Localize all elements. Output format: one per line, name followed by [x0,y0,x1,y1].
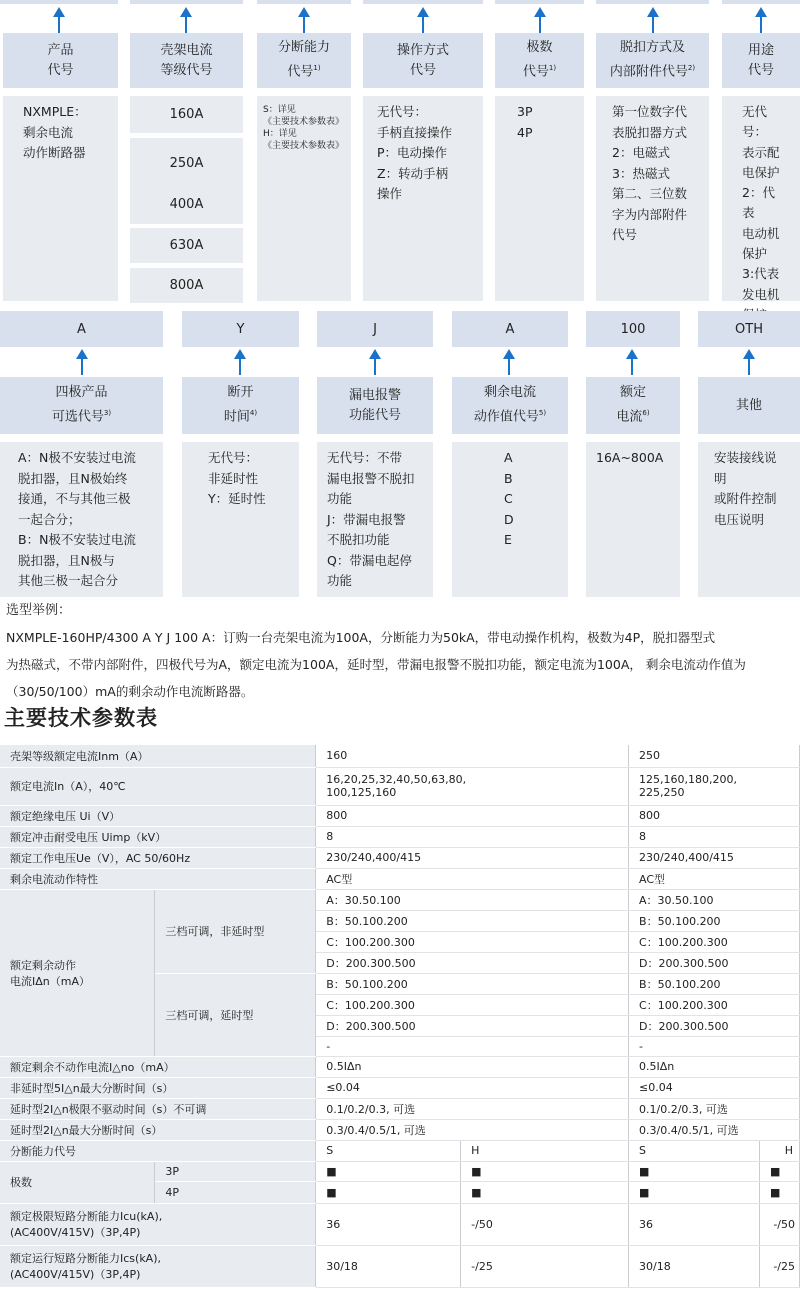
header-operation [363,33,483,88]
desc-line: 第一位数字代 [612,104,688,119]
header-line: 壳架电流 [160,42,213,58]
desc-line: 手柄直接操作 [377,124,453,140]
check-mark-icon: ■ [461,1181,629,1203]
desc-line: 2：电磁式 [612,145,670,160]
footnote-mark: 3) [103,409,112,418]
spec-value: ≤0.04 [629,1077,800,1098]
header-alarm [317,377,433,434]
spec-value: 0.3/0.4/0.5/1, 可选 [316,1119,629,1140]
desc-line: 电保护 [742,164,780,180]
check-mark-icon: ■ [759,1181,799,1203]
header-line: 动作值代号 [473,409,539,425]
check-mark-icon: ■ [759,1161,799,1181]
header-line: 代号 [747,62,774,78]
desc-line: H：详见 [263,129,297,139]
spec-value: S [629,1140,760,1161]
desc-line: 一起合分； [18,511,81,527]
header-line: 用途 [747,42,774,58]
header-line: 剩余电流 [483,385,536,401]
spec-value: 230/240,400/415 [316,847,629,868]
example-title: 选型举例： [6,603,72,618]
spec-label: 剩余电流动作特性 [0,868,316,889]
header-breaking-capacity [257,33,351,88]
alarm-desc [317,442,433,597]
spec-label: 额定绝缘电压 Ui（V） [0,805,316,826]
header-line: 时间 [223,409,250,425]
code-four-pole: A [0,311,163,347]
header-line: 极数 [526,40,553,56]
header-line: 分断能力 [277,40,330,56]
footnote-mark: 4) [249,409,258,418]
rated-current-desc [586,442,680,597]
code-break-time: Y [182,311,299,347]
spec-value: D：200.300.500 [629,952,800,973]
spec-value: B：50.100.200 [629,910,800,931]
spec-label-line: 电流IΔn（mA） [10,974,90,988]
spec-label: 延时型2I△n极限不驱动时间（s）不可调 [0,1098,316,1119]
code-rated-current: 100 [586,311,680,347]
desc-line: 3:代表 [742,266,780,282]
desc-line: 16A~800A [596,450,664,465]
spec-label: 额定工作电压Ue（V），AC 50/60Hz [0,847,316,868]
residual-desc [452,442,568,597]
spec-label: 额定电流In（A），40℃ [0,767,316,805]
arrow-up-icon [755,7,767,36]
spec-table [0,745,800,1288]
desc-line: 漏电报警不脱扣 [327,470,415,486]
spec-value: ≤0.04 [316,1077,629,1098]
spec-value: B：50.100.200 [316,973,629,994]
desc-line: 动作断路器 [23,145,86,160]
frame-current-option: 800A [130,268,243,303]
spec-value: 230/240,400/415 [629,847,800,868]
spec-value: H [461,1140,629,1161]
arrow-up-icon [534,7,546,36]
breaking-desc [257,96,351,301]
spec-sublabel: 4P [155,1181,316,1203]
example-line: （30/50/100）mA的剩余动作电流断路器。 [6,684,254,699]
header-frame-current [130,33,243,88]
arrow-up-icon [626,349,638,375]
code-residual: A [452,311,568,347]
arrow-up-icon [417,7,429,36]
desc-line: 表示配 [742,144,780,160]
spec-value: -/25 [759,1245,799,1287]
arrow-up-icon [234,349,246,375]
desc-line: A：N极不安装过电流 [18,450,136,465]
header-line: 四极产品 [55,385,108,401]
arrow-up-icon [503,349,515,375]
desc-line: 剩余电流 [23,124,74,140]
spec-value: A：30.50.100 [629,889,800,910]
footnote-mark: 5) [538,409,547,418]
spec-value: D：200.300.500 [629,1015,800,1036]
operation-desc [363,96,483,301]
four-pole-desc [0,442,163,597]
desc-line: 非延时性 [208,470,259,486]
spec-value: 8 [316,826,629,847]
spec-value: B：50.100.200 [629,973,800,994]
desc-line: 《主要技术参数表》 [263,141,345,151]
spec-value: 800 [629,805,800,826]
spec-value: 160 [316,745,629,767]
desc-line: 电动机 [742,225,780,241]
spec-value: -/50 [461,1203,629,1245]
check-mark-icon: ■ [629,1181,760,1203]
poles-desc [495,96,584,301]
desc-line: 接通，不与其他三极 [18,491,131,506]
spec-value: H [759,1140,799,1161]
desc-line: P：电动操作 [377,145,448,160]
header-line: 代号 [409,62,436,78]
example-paragraph [6,624,800,705]
desc-line: E [504,532,512,547]
header-line: 产品 [47,42,74,58]
desc-line: 保护 [742,246,768,262]
header-four-pole [0,377,163,434]
footnote-mark: 1) [313,64,321,73]
spec-value: 0.1/0.2/0.3, 可选 [316,1098,629,1119]
header-line: 代号 [47,62,74,78]
spec-value: 0.1/0.2/0.3, 可选 [629,1098,800,1119]
desc-line: S：详见 [263,105,296,115]
spec-value-line: 225,250 [639,786,685,799]
desc-line: 2：代表 [742,185,775,221]
spec-label [0,1203,316,1245]
header-line: 代号 [522,64,549,80]
spec-label [0,1245,316,1287]
footnote-mark: 1) [548,64,557,73]
spec-value: 0.5IΔn [316,1056,629,1077]
desc-line: 无代号：不带 [327,450,403,465]
header-line: 功能代号 [348,407,401,423]
spec-value: C：100.200.300 [316,931,629,952]
check-mark-icon: ■ [461,1161,629,1181]
spec-value: 36 [629,1203,760,1245]
desc-line: 功能 [327,573,353,588]
desc-line: 电压说明 [714,511,765,527]
spec-value: S [316,1140,461,1161]
desc-line: D [504,511,514,527]
spec-value: C：100.200.300 [316,994,629,1015]
code-other: OTH [698,311,800,347]
spec-value: 800 [316,805,629,826]
arrow-up-icon [180,7,192,36]
arrow-up-icon [53,7,65,36]
spec-label-line: 额定极限短路分断能力Icu(kA), [10,1210,163,1223]
spec-value: 30/18 [316,1245,461,1287]
spec-label: 延时型2I△n最大分断时间（s） [0,1119,316,1140]
trip-desc [596,96,709,301]
frame-current-option: 400A [130,186,243,224]
spec-value: 30/18 [629,1245,760,1287]
spec-value: D：200.300.500 [316,952,629,973]
spec-value: C：100.200.300 [629,931,800,952]
header-line: 操作方式 [396,42,449,58]
frame-current-option: 160A [130,96,243,133]
desc-line: 第二、三位数 [612,186,688,201]
header-trip-mode [596,33,709,88]
frame-current-option: 250A [130,138,243,190]
arrow-up-icon [743,349,755,375]
spec-value-line: 16,20,25,32,40,50,63,80, [326,773,467,786]
desc-line: 3：热磁式 [612,165,670,181]
code-alarm: J [317,311,433,347]
desc-line: J：带漏电报警 [327,511,406,527]
arrow-up-icon [647,7,659,36]
example-line: 为热磁式，不带内部附件，四极代号为A，额定电流为100A，延时型，带漏电报警不脱扣功能，额定电流为100A， 剩余电流动作值为 [6,657,746,672]
desc-line: 功能 [327,491,353,506]
spec-label: 分断能力代号 [0,1140,316,1161]
spec-value: -/25 [461,1245,629,1287]
spec-value: 0.5IΔn [629,1056,800,1077]
spec-value: 0.3/0.4/0.5/1, 可选 [629,1119,800,1140]
desc-line: 无代号： [377,104,428,119]
spec-value: C：100.200.300 [629,994,800,1015]
frame-current-option: 630A [130,228,243,263]
desc-line: A [504,450,513,465]
spec-label: 额定冲击耐受电压 Uimp（kV） [0,826,316,847]
spec-label: 额定剩余不动作电流I△no（mA） [0,1056,316,1077]
header-line: 其他 [735,397,762,413]
header-rated-current [586,377,680,434]
desc-line: C [504,491,513,506]
arrow-up-icon [76,349,88,375]
desc-line: 其他三极一起合分 [18,573,119,588]
spec-value: - [316,1036,629,1056]
spec-label-line: 额定运行短路分断能力Ics(kA), [10,1252,161,1265]
desc-line: 不脱扣功能 [327,532,390,547]
desc-line: 操作 [377,186,403,201]
header-line: 等级代号 [160,62,213,78]
spec-value: -/50 [759,1203,799,1245]
spec-value: AC型 [316,868,629,889]
check-mark-icon: ■ [316,1181,461,1203]
spec-sublabel: 3P [155,1161,316,1181]
spec-label: 极数 [0,1161,155,1203]
spec-label-line: 额定剩余动作 [10,958,76,972]
arrow-up-icon [298,7,310,36]
header-line: 额定 [619,385,646,401]
spec-label-line: (AC400V/415V)（3P,4P) [10,1226,141,1239]
break-time-desc [182,442,299,597]
spec-label: 壳架等级额定电流Inm（A） [0,745,316,767]
desc-line: 或附件控制 [714,491,777,506]
footnote-mark: 6) [642,409,650,418]
desc-line: 《主要技术参数表》 [263,117,345,127]
other-desc [698,442,800,597]
example-line: NXMPLE-160HP/4300 A Y J 100 A：订购一台壳架电流为100A，分断能力为50kA，带电动操作机构，极数为4P，脱扣器型式 [6,630,716,645]
desc-line: 脱扣器，且N极始终 [18,470,128,486]
spec-value-line: 100,125,160 [326,786,397,799]
check-mark-icon: ■ [629,1161,760,1181]
header-usage [722,33,800,88]
header-break-time [182,377,299,434]
header-other [698,377,800,434]
spec-value: 36 [316,1203,461,1245]
desc-line: 表脱扣器方式 [612,124,688,140]
usage-desc [722,96,800,301]
desc-line: 无代号： [208,450,259,465]
header-line: 电流 [616,409,643,425]
spec-value [316,767,629,805]
section-title: 主要技术参数表 [4,706,158,730]
desc-line: Z：转动手柄 [377,165,449,181]
header-product-code [3,33,118,88]
spec-value [629,767,800,805]
header-line: 代号 [287,64,314,80]
header-line: 内部附件代号 [609,64,688,80]
footnote-mark: 2) [687,64,696,73]
spec-label [0,889,155,1056]
desc-line: Q：带漏电起停 [327,552,412,568]
desc-line: Y：延时性 [208,491,266,506]
spec-sublabel: 三档可调，延时型 [155,973,316,1056]
spec-sublabel: 三档可调，非延时型 [155,889,316,973]
desc-line: 4P [517,124,533,140]
desc-line: 3P [517,104,533,119]
header-line: 脱扣方式及 [619,40,685,56]
desc-line: NXMPLE： [23,104,87,119]
spec-value: A：30.50.100 [316,889,629,910]
spec-label-line: (AC400V/415V)（3P,4P) [10,1268,141,1281]
spec-value: 250 [629,745,800,767]
product-desc [3,96,118,301]
spec-label: 非延时型5I△n最大分断时间（s） [0,1077,316,1098]
header-poles [495,33,584,88]
spec-value: D：200.300.500 [316,1015,629,1036]
header-line: 可选代号 [51,409,104,425]
desc-line: 无代号： [742,104,768,140]
desc-line: B [504,470,513,486]
spec-value: B：50.100.200 [316,910,629,931]
header-line: 漏电报警 [348,387,401,403]
spec-value-line: 125,160,180,200, [639,773,737,786]
desc-line: B：N极不安装过电流 [18,532,136,547]
desc-line: 脱扣器，且N极与 [18,552,115,568]
spec-value: 8 [629,826,800,847]
spec-value: AC型 [629,868,800,889]
desc-line: 代号 [612,227,638,242]
check-mark-icon: ■ [316,1161,461,1181]
desc-line: 字为内部附件 [612,206,688,222]
desc-line: 发电机 [742,286,780,302]
header-line: 断开 [227,385,254,401]
arrow-up-icon [369,349,381,375]
header-residual [452,377,568,434]
spec-value: - [629,1036,800,1056]
desc-line: 安装接线说明 [714,450,777,486]
